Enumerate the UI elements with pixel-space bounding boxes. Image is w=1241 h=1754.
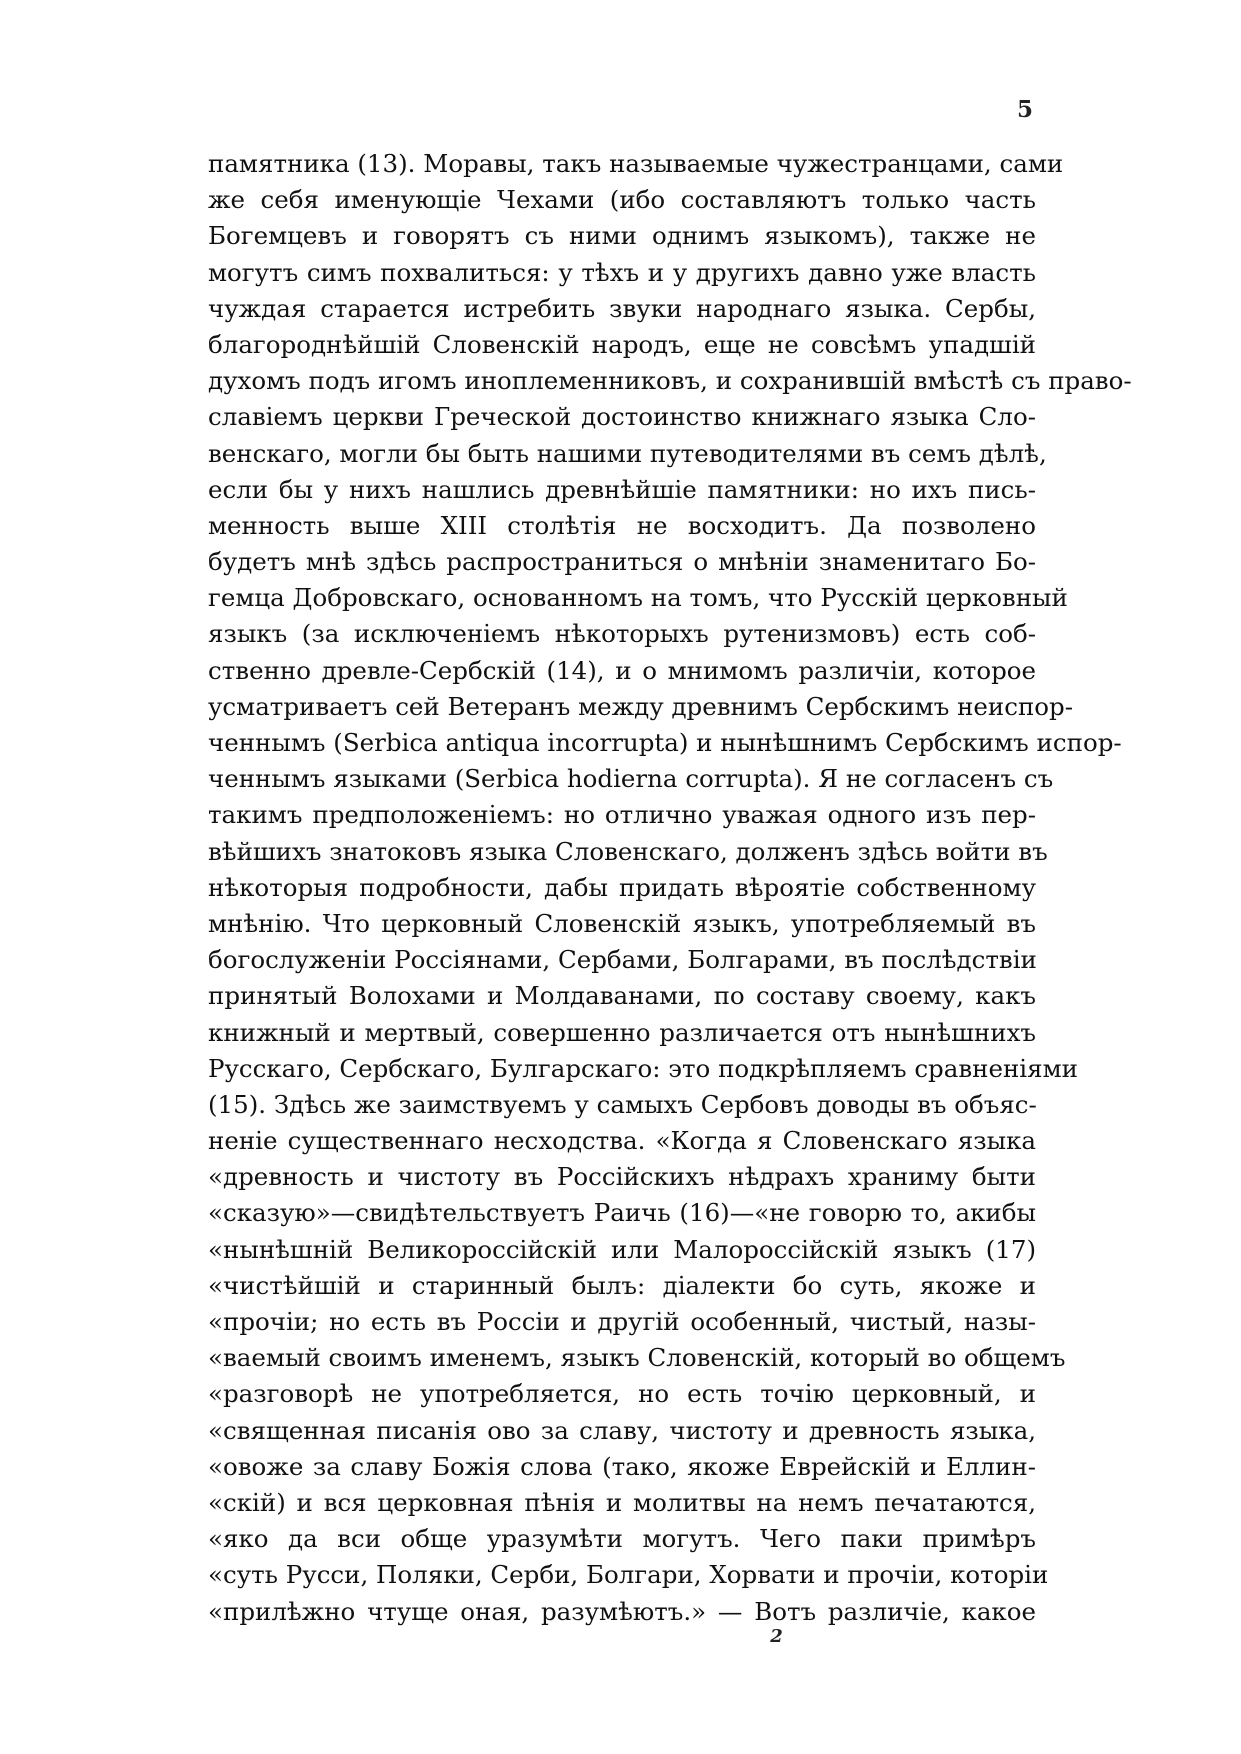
text-line: могутъ симъ похвалиться: у тѣхъ и у другихъ давно уже власть [208, 257, 1036, 287]
text-line: менность выше XIII столѣтія не восходитъ. Да позволено [208, 510, 1036, 540]
text-line: если бы у нихъ нашлись древнѣйшіе памятники: но ихъ пись- [208, 474, 1036, 504]
text-line: «нынѣшній Великороссійскій или Малороссійскій языкъ (17) [208, 1234, 1036, 1264]
text-line: же себя именующіе Чехами (ибо составляютъ только часть [208, 185, 1036, 215]
text-line: благороднѣйшій Словенскій народъ, еще не совсѣмъ упадшій [208, 329, 1036, 359]
text-line: принятый Волохами и Молдаванами, по составу своему, какъ [208, 981, 1036, 1011]
text-line: «скій) и вся церковная пѣнія и молитвы на немъ печатаются, [208, 1487, 1036, 1517]
text-line: «прочіи; но есть въ Россіи и другій особенный, чистый, назы- [208, 1307, 1036, 1336]
text-line: Русскаго, Сербскаго, Булгарскаго: это подкрѣпляемъ сравненіями [208, 1053, 1078, 1083]
page-number: 5 [1016, 96, 1033, 123]
text-line: ченнымъ (Serbica antiqua incorrupta) и нынѣшнимъ Сербскимъ испор- [208, 728, 1122, 757]
text-line: «яко да вси обще уразумѣти могутъ. Чего паки примѣръ [208, 1524, 1036, 1554]
text-line: «чистѣйшій и старинный былъ: діалекти бо суть, якоже и [208, 1270, 1036, 1300]
text-line: «священная писанія ово за славу, чистоту и древность языка, [208, 1415, 1036, 1445]
text-line: «прилѣжно чтуще оная, разумѣютъ.» — Вотъ различіе, какое [208, 1596, 1036, 1626]
text-line: Богемцевъ и говорятъ съ ними однимъ языкомъ), также не [208, 221, 1036, 251]
text-line: «разговорѣ не употребляется, но есть точію церковный, и [208, 1379, 1036, 1409]
text-line: нѣкоторыя подробности, дабы придать вѣроятіе собственному [208, 872, 1036, 902]
text-line: духомъ подъ игомъ иноплеменниковъ, и сохранившій вмѣстѣ съ право- [208, 366, 1132, 396]
signature-mark: 2 [770, 1626, 783, 1647]
text-line: славіемъ церкви Греческой достоинство книжнаго языка Сло- [208, 402, 1036, 432]
text-line: «ваемый своимъ именемъ, языкъ Словенскій, который во общемъ [208, 1343, 1066, 1373]
text-line: книжный и мертвый, совершенно различается отъ нынѣшнихъ [208, 1017, 1036, 1047]
text-line: ченнымъ языками (Serbica hodierna corrupta). Я не согласенъ съ [208, 764, 1054, 794]
text-line: вѣйшихъ знатоковъ языка Словенскаго, долженъ здѣсь войти въ [208, 836, 1048, 866]
text-line: языкъ (за исключеніемъ нѣкоторыхъ рутенизмовъ) есть соб- [208, 619, 1036, 649]
text-line: усматриваетъ сей Ветеранъ между древнимъ Сербскимъ неиспор- [208, 691, 1074, 721]
text-line: «суть Русси, Поляки, Серби, Болгари, Хорвати и прочіи, которіи [208, 1560, 1049, 1590]
text-line: неніе существеннаго несходства. «Когда я Словенскаго языка [208, 1126, 1036, 1156]
text-line: ственно древле-Сербскій (14), и о мнимомъ различіи, которое [208, 655, 1036, 685]
text-line: будетъ мнѣ здѣсь распространиться о мнѣніи знаменитаго Бо- [208, 547, 1036, 577]
body-text [208, 146, 1132, 1630]
text-line: «сказую»—свидѣтельствуетъ Раичь (16)—«не говорю то, акибы [208, 1198, 1036, 1228]
text-line: (15). Здѣсь же заимствуемъ у самыхъ Сербовъ доводы въ объяс- [208, 1089, 1037, 1119]
text-line: венскаго, могли бы быть нашими путеводителями въ семъ дѣлѣ, [208, 438, 1047, 468]
text-line: богослуженіи Россіянами, Сербами, Болгарами, въ послѣдствіи [208, 945, 1037, 975]
text-line: чуждая старается истребить звуки народнаго языка. Сербы, [208, 293, 1036, 323]
text-line: «древность и чистоту въ Россійскихъ нѣдрахъ храниму быти [208, 1162, 1036, 1192]
text-line: гемца Добровскаго, основанномъ на томъ, что Русскій церковный [208, 583, 1068, 613]
text-line: «овоже за славу Божія слова (тако, якоже Еврейскій и Еллин- [208, 1451, 1036, 1481]
text-line: памятника (13). Моравы, такъ называемые чужестранцами, сами [208, 149, 1064, 178]
text-line: такимъ предположеніемъ: но отлично уважая одного изъ пер- [208, 800, 1036, 830]
text-line: мнѣнію. Что церковный Словенскій языкъ, употребляемый въ [208, 908, 1036, 938]
